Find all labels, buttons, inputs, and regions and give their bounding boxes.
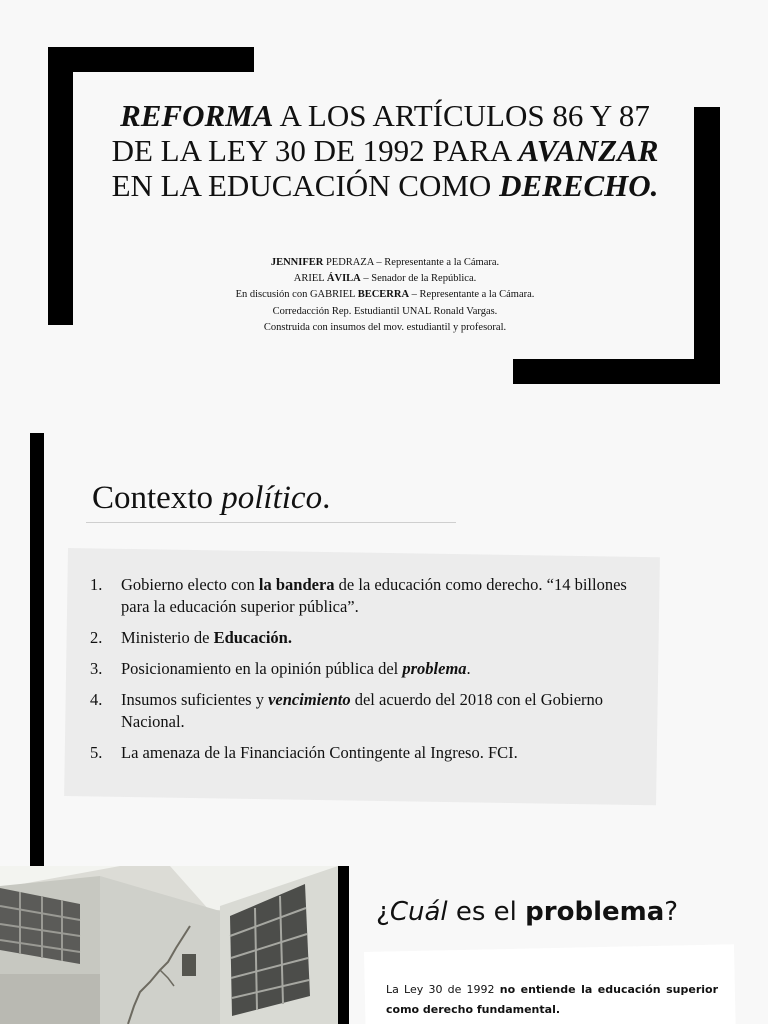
problem-statement: La Ley 30 de 1992 no entiende la educación superior como derecho fundamental. bbox=[386, 983, 718, 1016]
slide3-accent-bar bbox=[338, 866, 349, 1024]
problem-heading: ¿Cuál es el problema? bbox=[376, 897, 679, 927]
credits bbox=[150, 255, 620, 336]
heading-divider bbox=[86, 522, 456, 523]
credit-line: Corredacción Rep. Estudiantil UNAL Ronald Vargas. bbox=[272, 305, 498, 317]
credit-line: Construida con insumos del mov. estudiantil y profesoral. bbox=[263, 321, 507, 333]
list-item: 3. Posicionamiento en la opinión pública del problema. bbox=[90, 659, 471, 678]
frame-top-left-vertical bbox=[48, 47, 73, 325]
list-item: 2. Ministerio de Educación. bbox=[90, 628, 292, 647]
context-heading: Contexto político. bbox=[92, 480, 331, 516]
credit-line: ARIEL ÁVILA – Senador de la República. bbox=[293, 273, 477, 285]
cracked-building-photo bbox=[0, 866, 338, 1024]
credit-line: JENNIFER PEDRAZA – Representante a la Cámara. bbox=[270, 257, 500, 268]
list-item: 5. La amenaza de la Financiación Contingente al Ingreso. FCI. bbox=[90, 743, 518, 762]
slide2-left-bar bbox=[30, 433, 44, 866]
frame-top-left-horizontal bbox=[48, 47, 254, 72]
credit-line: En discusión con GABRIEL BECERRA – Representante a la Cámara. bbox=[235, 289, 535, 301]
frame-bottom-right-horizontal bbox=[513, 359, 720, 384]
slide-title: REFORMA A LOS ARTÍCULOS 86 Y 87 DE LA LEY 30 DE 1992 PARA AVANZAR EN LA EDUCACIÓN COMO DERECHO. bbox=[111, 98, 659, 203]
list-item: 4. Insumos suficientes y vencimiento del acuerdo del 2018 con el Gobierno Nacional. bbox=[90, 690, 604, 731]
list-item: 1. Gobierno electo con la bandera de la educación como derecho. “14 billones para la educación superior pública”. bbox=[90, 575, 627, 616]
frame-bottom-right-vertical bbox=[694, 107, 720, 384]
context-list bbox=[90, 574, 650, 773]
